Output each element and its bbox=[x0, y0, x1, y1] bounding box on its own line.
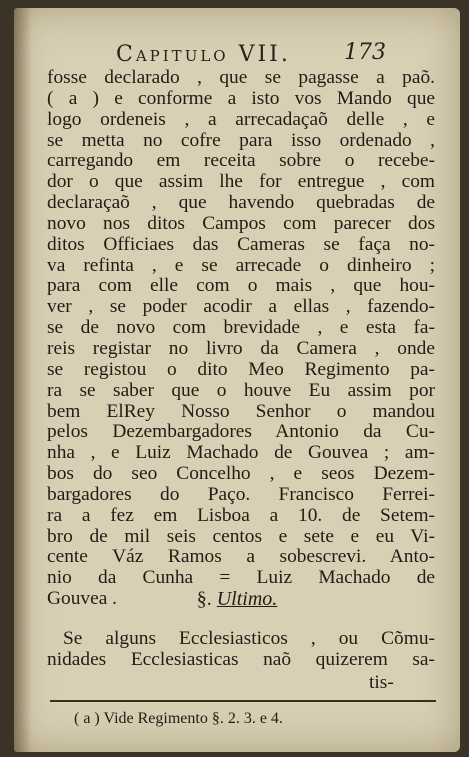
page-gutter-shadow bbox=[14, 8, 32, 752]
text-line: nidades Ecclesiasticas naõ quizerem sa- bbox=[47, 649, 435, 670]
text-line: ( a ) e conforme a isto vos Mando que bbox=[47, 87, 435, 109]
text-line: ditos Officiaes das Cameras se faça no- bbox=[47, 233, 435, 255]
text-line: novo nos ditos Campos com parecer dos bbox=[47, 212, 435, 234]
text-line: ra a fez em Lisboa a 10. de Setem- bbox=[47, 504, 435, 526]
text-line: Gouvea . bbox=[47, 588, 117, 610]
section-symbol: §. bbox=[196, 588, 212, 610]
text-line: bem ElRey Nosso Senhor o mandou bbox=[47, 400, 435, 422]
text-line: carregando em receita sobre o recebe- bbox=[47, 150, 435, 172]
section-title: Ultimo. bbox=[216, 588, 278, 610]
text-line: va refinta , e se arrecade o dinheiro ; bbox=[47, 254, 435, 276]
book-page bbox=[14, 8, 460, 752]
text-line: para com elle com o mais , que hou- bbox=[47, 275, 435, 297]
text-line: Se alguns Ecclesiasticos , ou Cõmu- bbox=[63, 628, 435, 649]
catchword: tis- bbox=[369, 672, 394, 693]
text-line: se de novo com brevidade , e esta fa- bbox=[47, 317, 435, 339]
chapter-title: Capitulo VII. bbox=[116, 42, 291, 67]
footnote-rule bbox=[50, 700, 436, 702]
text-line: declaraçaõ , que havendo quebradas de bbox=[47, 192, 435, 214]
text-line: ra se saber que o houve Eu assim por bbox=[47, 379, 435, 401]
text-line: bos do seo Concelho , e seos Dezem- bbox=[47, 463, 435, 485]
text-line: reis registar no livro da Camera , onde bbox=[47, 337, 435, 359]
text-line: pelos Dezembargadores Antonio da Cu- bbox=[47, 421, 435, 443]
text-line: ver , se poder acodir a ellas , fazendo- bbox=[47, 296, 435, 318]
text-line: se registou o dito Meo Regimento pa- bbox=[47, 358, 435, 380]
text-line: logo ordeneis , a arrecadaçaõ delle , e bbox=[47, 108, 435, 130]
main-text-block bbox=[47, 68, 435, 610]
section-heading bbox=[14, 588, 460, 611]
footnote: ( a ) Vide Regimento §. 2. 3. e 4. bbox=[74, 710, 283, 727]
second-paragraph bbox=[47, 628, 435, 670]
text-line: bargadores do Paço. Francisco Ferrei- bbox=[47, 483, 435, 505]
text-line: nio da Cunha = Luiz Machado de bbox=[47, 567, 435, 589]
page-number: 173 bbox=[344, 40, 386, 65]
text-line: fosse declarado , que se pagasse a paõ. bbox=[47, 67, 435, 88]
text-line: dor o que assim lhe for entregue , com bbox=[47, 171, 435, 193]
text-line: bro de mil seis centos e sete e eu Vi- bbox=[47, 525, 435, 547]
text-line: se metta no cofre para isso ordenado , bbox=[47, 129, 435, 151]
text-line: cente Váz Ramos a sobescrevi. Anto- bbox=[47, 546, 435, 568]
text-line: nha , e Luiz Machado de Gouvea ; am- bbox=[47, 442, 435, 464]
